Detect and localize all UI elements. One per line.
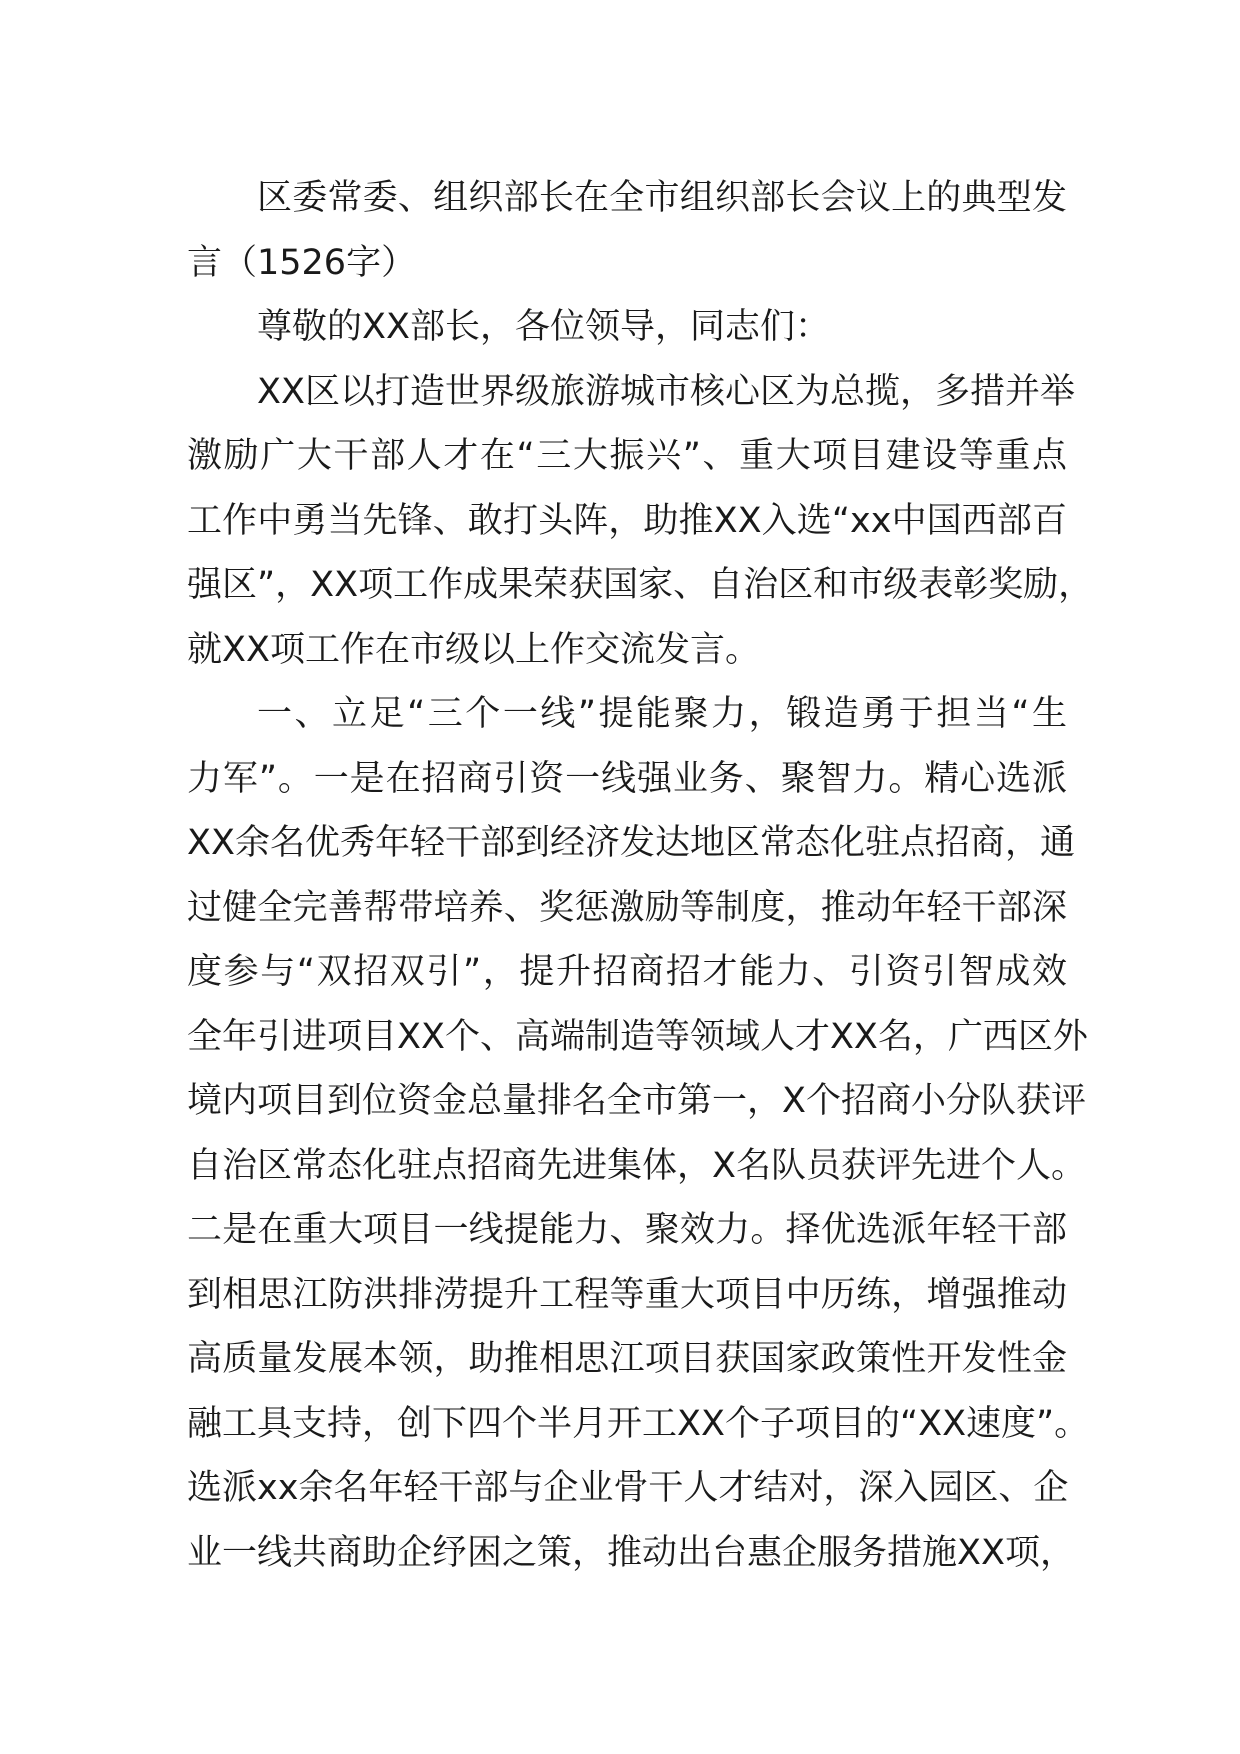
text-line: 激励广大干部人才在“三大振兴”、重大项目建设等重点 [187,436,1067,476]
text-line: 高质量发展本领，助推相思江项目获国家政策性开发性金 [187,1339,1067,1379]
text-line: 强区”，XX项工作成果荣获国家、自治区和市级表彰奖励， [187,565,1094,605]
text-line: 工作中勇当先锋、敢打头阵，助推XX入选“xx中国西部百 [187,500,1067,541]
text-line: 融工具支持，创下四个半月开工XX个子项目的“XX速度”。 [187,1403,1090,1444]
text-line: XX区以打造世界级旅游城市核心区为总揽，多措并举 [257,371,1075,412]
text-line: 言（1526字） [187,242,417,283]
text-line: 力军”。一是在招商引资一线强业务、聚智力。精心选派 [187,758,1067,799]
text-line: 境内项目到位资金总量排名全市第一，X个招商小分队获评 [187,1081,1086,1121]
text-line: 选派xx余名年轻干部与企业骨干人才结对，深入园区、企 [187,1468,1069,1508]
text-line: 过健全完善帮带培养、奖惩激励等制度，推动年轻干部深 [187,887,1067,928]
text-line: 度参与“双招双引”，提升招商招才能力、引资引智成效 [187,952,1067,992]
document-body [187,166,1094,1585]
text-line: 全年引进项目XX个、高端制造等领域人才XX名，广西区外 [187,1016,1088,1057]
text-line: 一、立足“三个一线”提能聚力，锻造勇于担当“生 [257,694,1067,734]
text-line: 自治区常态化驻点招商先进集体，X名队员获评先进个人。 [187,1145,1086,1186]
text-line: XX余名优秀年轻干部到经济发达地区常态化驻点招商，通 [187,823,1075,863]
text-line: 业一线共商助企纾困之策，推动出台惠企服务措施XX项， [187,1532,1075,1573]
text-line: 尊敬的XX部长，各位领导，同志们： [257,307,830,347]
text-line: 区委常委、组织部长在全市组织部长会议上的典型发 [257,178,1067,218]
text-line: 到相思江防洪排涝提升工程等重大项目中历练，增强推动 [187,1274,1067,1315]
text-line: 二是在重大项目一线提能力、聚效力。择优选派年轻干部 [187,1210,1067,1250]
text-line: 就XX项工作在市级以上作交流发言。 [187,629,760,670]
